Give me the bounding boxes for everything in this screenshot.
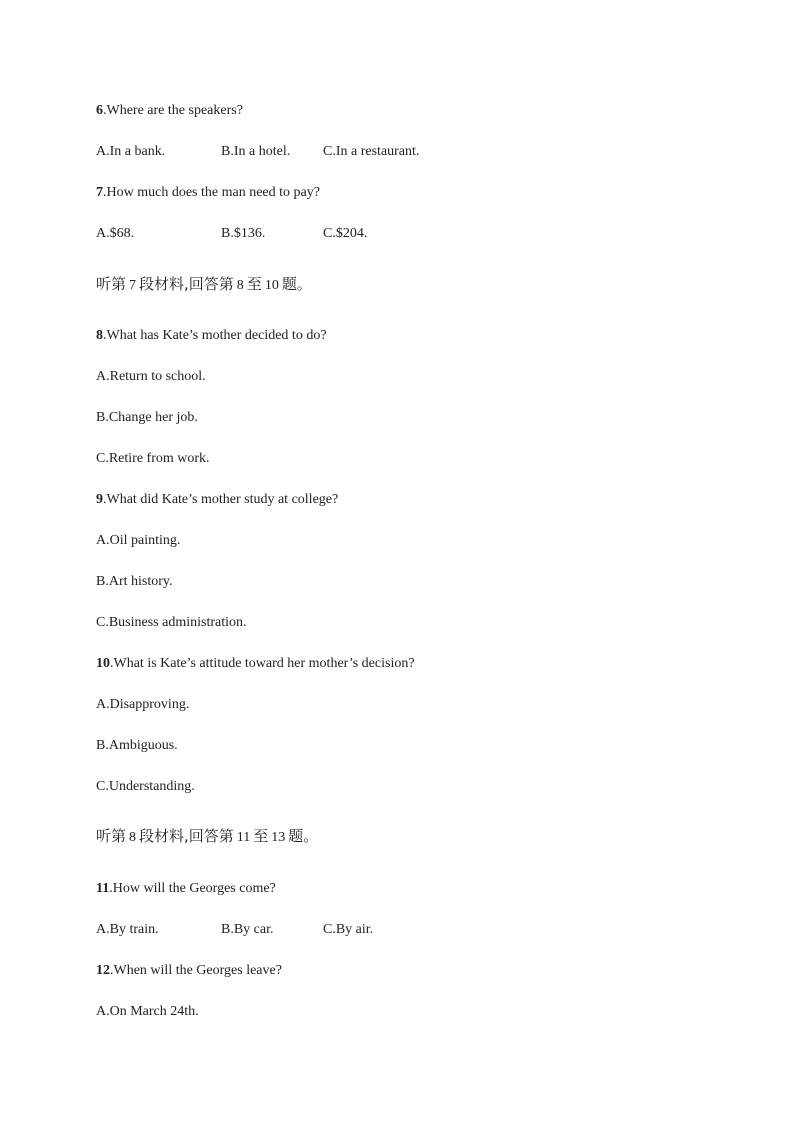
option-a: A.$68. (96, 226, 135, 241)
option-a: A.Return to school. (96, 369, 206, 384)
question-text: .What has Kate’s mother decided to do? (103, 328, 327, 343)
question-number: 12 (96, 963, 110, 978)
section-middle: 段材料,回答第 (139, 275, 234, 293)
section-start-question: 8 (236, 278, 244, 293)
section-heading-8 (96, 826, 318, 848)
question-6-options (96, 143, 165, 161)
question-6 (96, 102, 243, 120)
question-7-options (96, 225, 134, 243)
option-a: A.By train. (96, 922, 159, 937)
question-11 (96, 880, 276, 898)
question-8 (96, 327, 327, 345)
section-middle: 段材料,回答第 (139, 827, 234, 845)
option-c: C.Retire from work. (96, 451, 210, 466)
option-b: B.By car. (221, 922, 274, 937)
option-c: C.In a restaurant. (323, 144, 420, 159)
question-12 (96, 962, 282, 980)
question-text: .How will the Georges come? (109, 881, 276, 896)
option-c: C.Understanding. (96, 779, 195, 794)
section-number: 7 (129, 278, 137, 293)
question-number: 9 (96, 492, 103, 507)
option-a: A.In a bank. (96, 144, 166, 159)
section-heading-7 (96, 274, 312, 296)
option-b: B.Art history. (96, 574, 173, 589)
section-to: 至 (246, 275, 262, 293)
question-9 (96, 491, 338, 509)
question-7 (96, 184, 320, 202)
option-b: B.In a hotel. (221, 144, 291, 159)
section-prefix: 听第 (96, 275, 127, 293)
question-number: 6 (96, 103, 103, 118)
question-10 (96, 655, 415, 673)
option-b: B.Ambiguous. (96, 738, 178, 753)
question-11-options (96, 921, 159, 939)
section-to: 至 (253, 827, 269, 845)
option-c: C.By air. (323, 922, 374, 937)
section-number: 8 (129, 830, 137, 845)
question-text: .How much does the man need to pay? (103, 185, 320, 200)
question-number: 11 (96, 881, 110, 896)
question-number: 7 (96, 185, 103, 200)
option-a: A.Disapproving. (96, 697, 190, 712)
question-text: .When will the Georges leave? (110, 963, 282, 978)
question-text: .What is Kate’s attitude toward her mother’s decision? (110, 656, 415, 671)
section-end-question: 13 (271, 830, 286, 845)
option-b: B.$136. (221, 226, 266, 241)
option-a: A.Oil painting. (96, 533, 181, 548)
question-number: 10 (96, 656, 110, 671)
section-prefix: 听第 (96, 827, 127, 845)
section-start-question: 11 (236, 830, 251, 845)
section-end-question: 10 (264, 278, 279, 293)
option-c: C.Business administration. (96, 615, 247, 630)
section-suffix: 题。 (281, 275, 312, 293)
option-a: A.On March 24th. (96, 1004, 199, 1019)
question-number: 8 (96, 328, 103, 343)
option-b: B.Change her job. (96, 410, 198, 425)
question-text: .What did Kate’s mother study at college? (103, 492, 339, 507)
question-text: .Where are the speakers? (103, 103, 243, 118)
section-suffix: 题。 (288, 827, 319, 845)
option-c: C.$204. (323, 226, 368, 241)
